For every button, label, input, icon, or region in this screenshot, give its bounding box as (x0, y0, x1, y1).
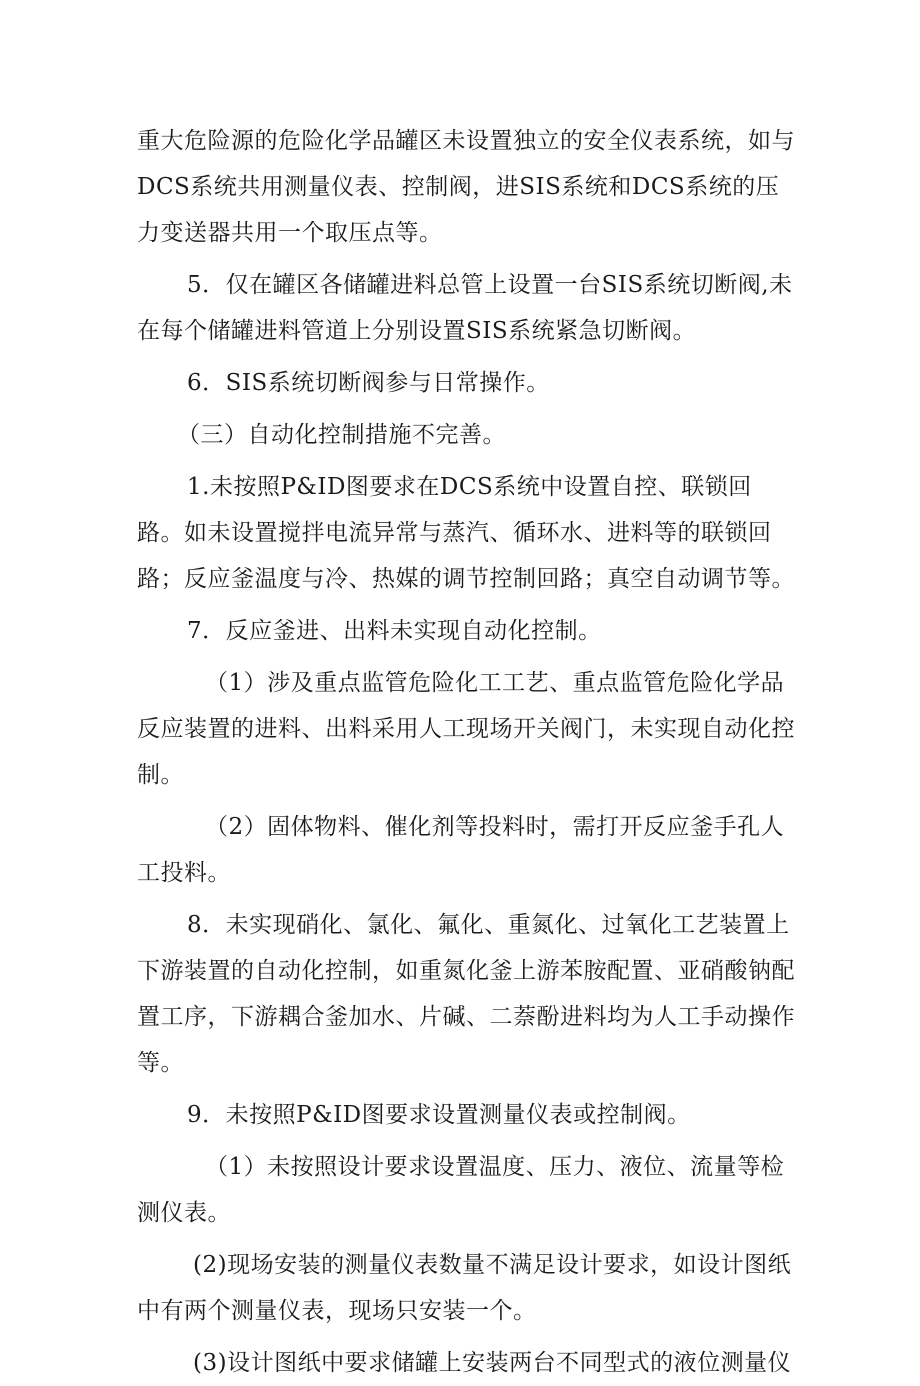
paragraph-sis-shared-instruments: 重大危险源的危险化学品罐区未设置独立的安全仪表系统，如与DCS系统共用测量仪表、控制阀，进SIS系统和DCS系统的压力变送器共用一个取压点等。 (137, 128, 795, 246)
paragraph-item-8: 8．未实现硝化、氯化、氟化、重氮化、过氧化工艺装置上下游装置的自动化控制，如重氮化釜上游苯胺配置、亚硝酸钠配置工序，下游耦合釜加水、片碱、二萘酚进料均为人工手动操作等。 (137, 912, 795, 1076)
paragraph-item-9-1: （1）未按照设计要求设置温度、压力、液位、流量等检测仪表。 (137, 1154, 785, 1226)
paragraph-item-5: 5．仅在罐区各储罐进料总管上设置一台SIS系统切断阀,未在每个储罐进料管道上分别设置SIS系统紧急切断阀。 (137, 272, 793, 344)
paragraph-item-7-1: （1）涉及重点监管危险化工工艺、重点监管危险化学品反应装置的进料、出料采用人工现场开关阀门，未实现自动化控制。 (137, 670, 795, 788)
paragraph-item-7-2: （2）固体物料、催化剂等投料时，需打开反应釜手孔人工投料。 (137, 814, 785, 886)
paragraph-item-6: 6．SIS系统切断阀参与日常操作。 (187, 370, 550, 396)
paragraph-item-9-2: (2)现场安装的测量仪表数量不满足设计要求，如设计图纸中有两个测量仪表，现场只安装一个。 (137, 1252, 792, 1324)
paragraph-item-9-3: (3)设计图纸中要求储罐上安装两台不同型式的液位测量仪 (193, 1350, 792, 1376)
section-heading-3: （三）自动化控制措施不完善。 (177, 422, 506, 448)
paragraph-item-7: 7．反应釜进、出料未实现自动化控制。 (187, 618, 602, 644)
paragraph-item-9: 9．未按照P&ID图要求设置测量仪表或控制阀。 (187, 1102, 691, 1128)
paragraph-item-1: 1.未按照P&ID图要求在DCS系统中设置自控、联锁回路。如未设置搅拌电流异常与蒸汽、循环水、进料等的联锁回路；反应釜温度与冷、热媒的调节控制回路；真空自动调节等。 (137, 474, 795, 592)
document-body (137, 118, 797, 1386)
